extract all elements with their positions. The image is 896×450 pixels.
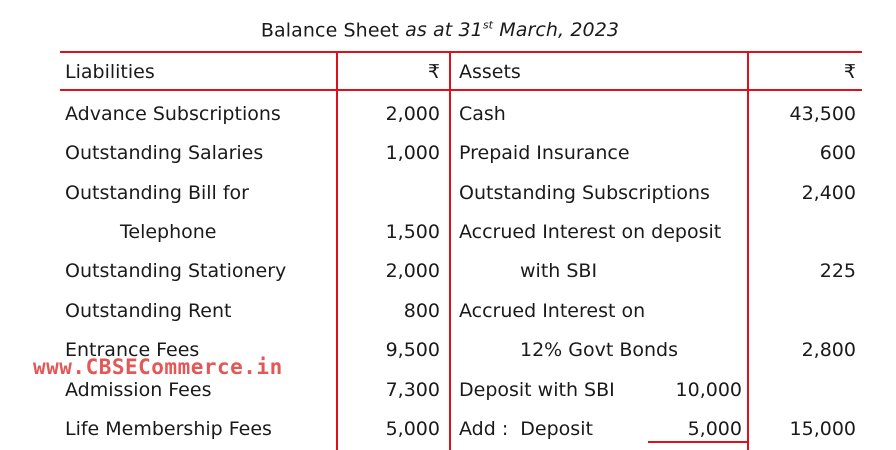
asset-amount: 43,500	[789, 103, 856, 125]
liability-label: Life Membership Fees	[65, 418, 272, 440]
liability-label: Outstanding Rent	[65, 300, 232, 322]
asset-amount: 15,000	[789, 418, 856, 440]
subtotal-underline	[648, 441, 747, 443]
liability-label: Telephone	[120, 221, 217, 243]
divider-asset-amount	[747, 51, 749, 450]
liability-amount: 2,000	[385, 260, 440, 282]
header-liabilities: Liabilities	[65, 61, 155, 83]
asset-label: Accrued Interest on	[459, 300, 646, 322]
header-bottom-rule	[60, 89, 862, 91]
asset-label: with SBI	[520, 260, 598, 282]
divider-liab-amount	[336, 51, 338, 450]
liability-label: Outstanding Bill for	[65, 182, 249, 204]
asset-label: Prepaid Insurance	[459, 142, 630, 164]
asset-label: Deposit with SBI	[459, 379, 615, 401]
liability-label: Admission Fees	[65, 379, 212, 401]
liability-amount: 9,500	[385, 339, 440, 361]
title-as-at: as at	[405, 19, 453, 42]
title-text: Balance Sheet	[260, 19, 399, 42]
asset-inner-amount: 5,000	[687, 418, 742, 440]
liability-amount: 5,000	[385, 418, 440, 440]
liability-label: Outstanding Salaries	[65, 142, 264, 164]
asset-amount: 2,400	[801, 182, 856, 204]
title-month-year: March, 2023	[499, 19, 620, 42]
top-rule	[60, 51, 862, 53]
asset-label: 12% Govt Bonds	[520, 339, 679, 361]
page-title	[0, 19, 880, 41]
asset-amount: 225	[819, 260, 856, 282]
asset-label: Add : Deposit	[459, 418, 593, 440]
header-rupee-left: ₹	[427, 61, 440, 83]
asset-amount: 600	[819, 142, 856, 164]
title-day-suffix: st	[482, 19, 494, 32]
asset-label: Cash	[459, 103, 506, 125]
liability-amount: 1,000	[385, 142, 440, 164]
divider-center	[449, 51, 451, 450]
liability-amount: 7,300	[385, 379, 440, 401]
asset-amount: 2,800	[801, 339, 856, 361]
title-day: 31	[458, 19, 483, 42]
header-rupee-right: ₹	[843, 61, 856, 83]
asset-label: Accrued Interest on deposit	[459, 221, 722, 243]
asset-label: Outstanding Subscriptions	[459, 182, 710, 204]
liability-label: Advance Subscriptions	[65, 103, 281, 125]
liability-amount: 2,000	[385, 103, 440, 125]
liability-label: Outstanding Stationery	[65, 260, 287, 282]
asset-inner-amount: 10,000	[675, 379, 742, 401]
watermark: www.CBSECommerce.in	[33, 355, 283, 379]
liability-amount: 800	[403, 300, 440, 322]
header-assets: Assets	[459, 61, 521, 83]
liability-amount: 1,500	[385, 221, 440, 243]
liability-label: Entrance Fees	[65, 339, 200, 361]
